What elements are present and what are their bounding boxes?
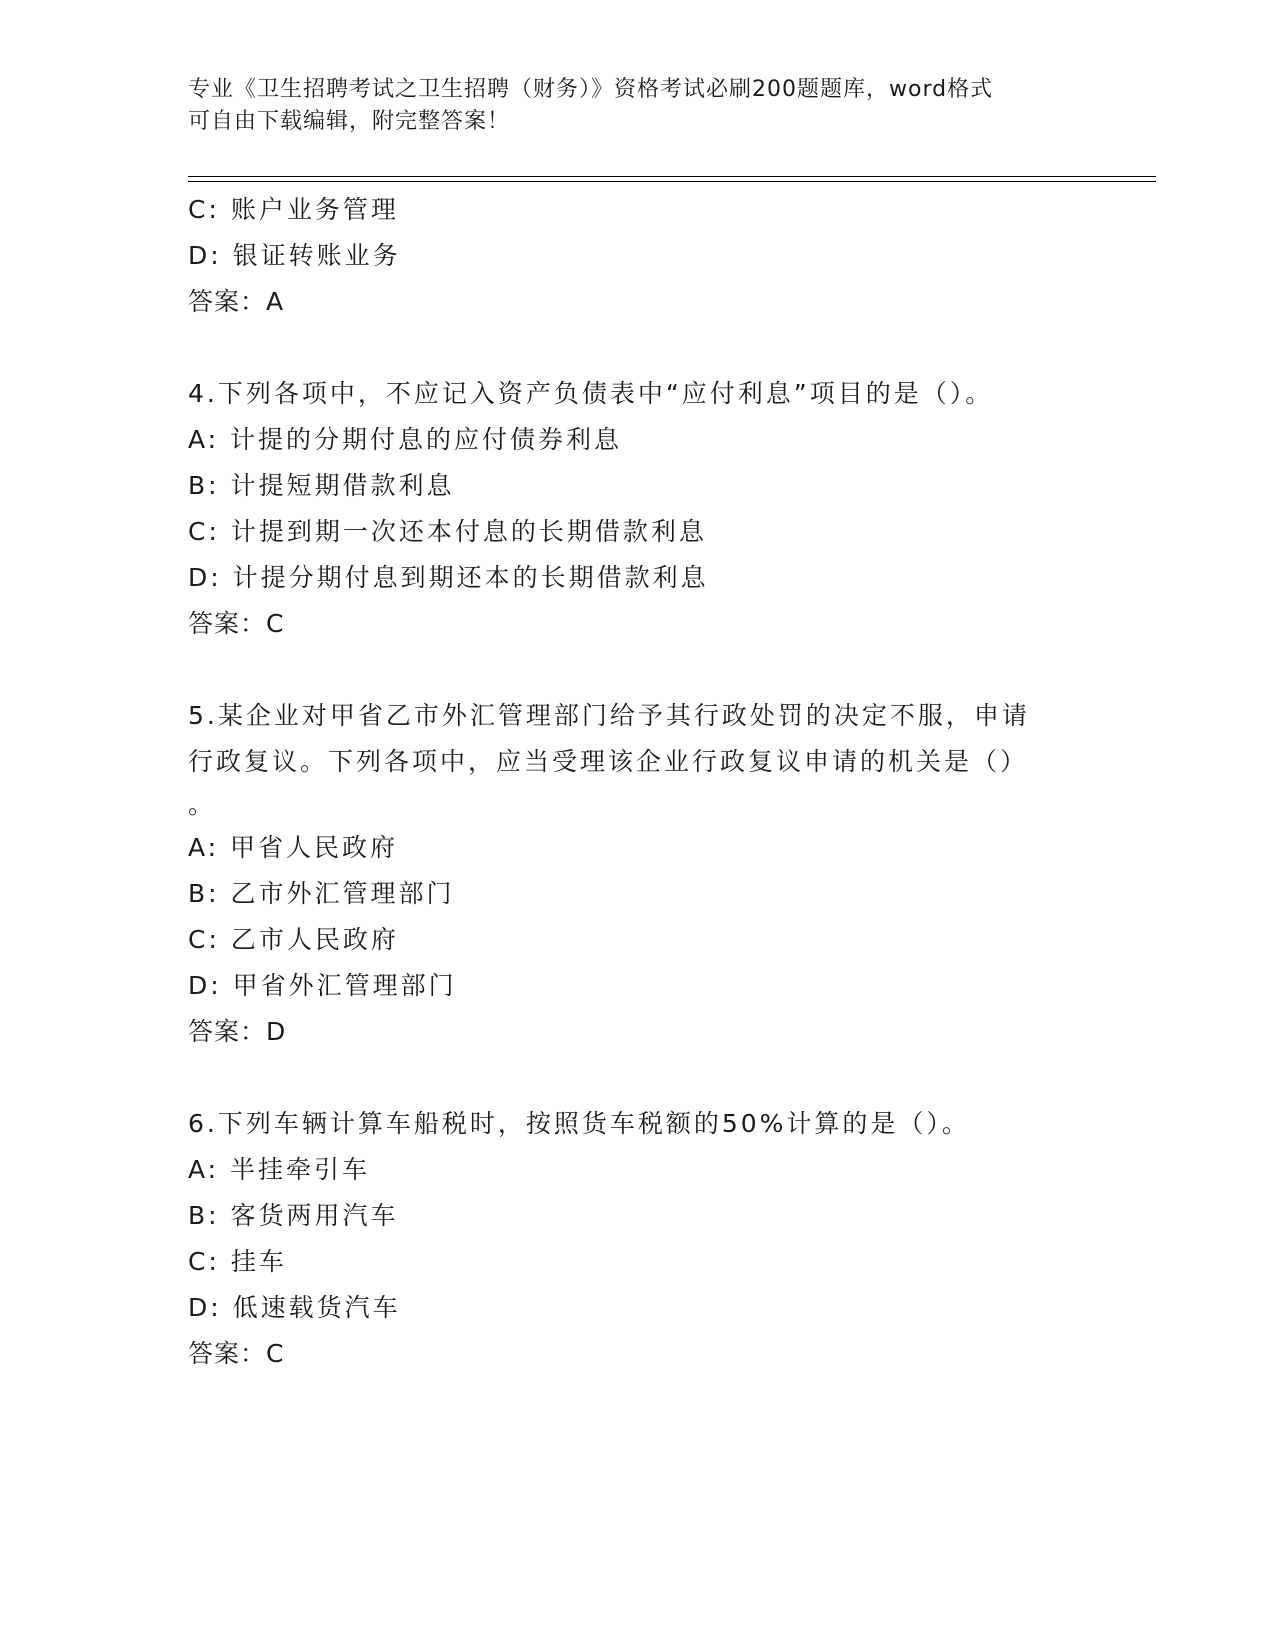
question-3-tail [188,187,1088,325]
option-c: C: 账户业务管理 [188,195,399,224]
question-stem-line3: 。 [188,790,214,819]
question-6 [188,1101,1088,1377]
question-stem: 6.下列车辆计算车船税时，按照货车税额的50%计算的是（）。 [188,1109,970,1138]
spacer [188,325,1088,371]
option-c: C: 挂车 [188,1247,287,1276]
option-b: B: 计提短期借款利息 [188,471,455,500]
option-a: A: 计提的分期付息的应付债券利息 [188,425,623,454]
document-header [188,74,1088,138]
header-title-line2: 可自由下载编辑，附完整答案！ [188,109,511,134]
option-c: C: 计提到期一次还本付息的长期借款利息 [188,517,707,546]
header-divider-top [188,176,1156,177]
option-a: A: 甲省人民政府 [188,833,399,862]
option-d: D: 银证转账业务 [188,241,401,270]
question-5 [188,693,1088,1055]
option-a: A: 半挂牵引车 [188,1155,371,1184]
spacer [188,1055,1088,1101]
answer: 答案：D [188,1017,287,1046]
question-stem-line2: 行政复议。下列各项中，应当受理该企业行政复议申请的机关是（） [188,747,1029,776]
option-b: B: 客货两用汽车 [188,1201,399,1230]
question-4 [188,371,1088,647]
question-list [188,187,1088,1377]
answer: 答案：C [188,609,285,638]
header-title-line1: 专业《卫生招聘考试之卫生招聘（财务）》资格考试必刷200题题库，word格式 [188,77,994,102]
option-c: C: 乙市人民政府 [188,925,399,954]
answer: 答案：C [188,1339,285,1368]
answer: 答案：A [188,287,285,316]
spacer [188,647,1088,693]
question-stem-line1: 5.某企业对甲省乙市外汇管理部门给予其行政处罚的决定不服，申请 [188,701,1030,730]
option-d: D: 低速载货汽车 [188,1293,401,1322]
header-divider-bottom [188,181,1156,182]
question-stem: 4.下列各项中，不应记入资产负债表中“应付利息”项目的是（）。 [188,379,994,408]
option-d: D: 甲省外汇管理部门 [188,971,457,1000]
option-b: B: 乙市外汇管理部门 [188,879,455,908]
option-d: D: 计提分期付息到期还本的长期借款利息 [188,563,709,592]
